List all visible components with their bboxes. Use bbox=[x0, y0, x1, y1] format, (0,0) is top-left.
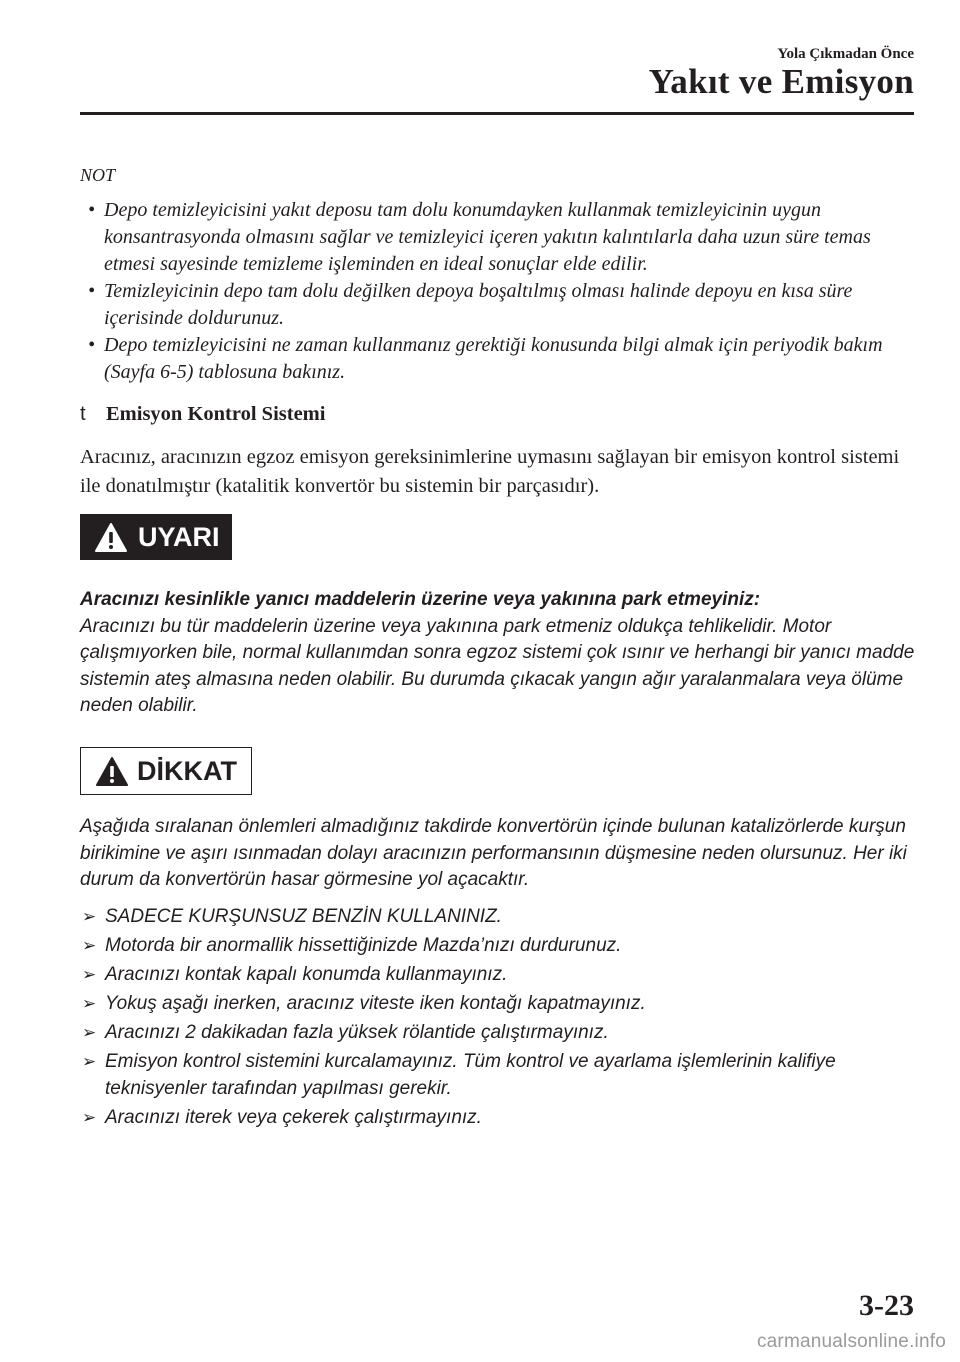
caution-item bbox=[80, 962, 920, 989]
caution-item bbox=[80, 1105, 920, 1132]
caution-body: Aşağıda sıralanan önlemleri almadığınız takdirde konvertörün içinde bulunan katalizörlerde kurşun birikimine ve aşırı ısınmadan dolayı aracınızın performansının düşmesine neden olursunuz. Her iki durum da konvertörün hasar görmesine yol açacaktır. bbox=[80, 816, 907, 891]
warning-triangle-icon bbox=[94, 522, 128, 553]
arrow-bullet-icon: ➢ bbox=[82, 1051, 97, 1071]
note-item-text: Depo temizleyicisini yakıt deposu tam dolu konumdayken kullanmak temizleyicinin uygun konsantrasyonda olmasını sağlar ve temizleyici içeren yakıtın kalıntılarla daha uzun süre temas etmesi sayesinde temizleme işleminden en ideal sonuçlar elde edilir. bbox=[104, 199, 871, 275]
caution-item bbox=[80, 1020, 920, 1047]
warning-text-block bbox=[80, 587, 920, 720]
section-heading bbox=[80, 402, 325, 426]
note-list bbox=[84, 197, 914, 386]
warning-headline: Aracınızı kesinlikle yanıcı maddelerin üzerine veya yakınına park etmeyiniz: bbox=[80, 589, 761, 610]
caution-item bbox=[80, 1049, 920, 1102]
arrow-bullet-icon: ➢ bbox=[82, 1022, 97, 1042]
arrow-bullet-icon: ➢ bbox=[82, 1107, 97, 1127]
bullet-icon: • bbox=[88, 280, 96, 302]
caution-badge bbox=[80, 747, 252, 795]
note-item bbox=[84, 332, 914, 386]
arrow-bullet-icon: ➢ bbox=[82, 964, 97, 984]
caution-item-text: Aracınızı iterek veya çekerek çalıştırmayınız. bbox=[105, 1106, 482, 1128]
caution-item-text: Emisyon kontrol sistemini kurcalamayınız. Tüm kontrol ve ayarlama işlemlerinin kalifiye teknisyenler tarafından yapılması gerekir. bbox=[105, 1050, 836, 1099]
note-item-text: Depo temizleyicisini ne zaman kullanmanız gerektiği konusunda bilgi almak için periyodik bakım (Sayfa 6-5) tablosuna bakınız. bbox=[104, 334, 883, 383]
note-item bbox=[84, 197, 914, 278]
note-label: NOT bbox=[80, 165, 116, 185]
caution-item-text: Motorda bir anormallik hissettiğinizde Mazda’nızı durdurunuz. bbox=[105, 934, 622, 956]
caution-triangle-icon bbox=[95, 756, 129, 787]
watermark[interactable]: carmanualsonline.info bbox=[756, 1331, 946, 1352]
note-item-text: Temizleyicinin depo tam dolu değilken depoya boşaltılmış olması halinde depoyu en kısa süre içerisinde doldurunuz. bbox=[104, 280, 853, 329]
warning-badge bbox=[80, 514, 232, 560]
caution-item bbox=[80, 933, 920, 960]
warning-body: Aracınızı bu tür maddelerin üzerine veya yakınına park etmeniz oldukça tehlikelidir. Motor çalışmıyorken bile, normal kullanımdan sonra egzoz sistemi çok ısınır ve herhangi bir yanıcı madde sistemin ateş almasına neden olabilir. Bu durumda çıkacak yangın ağır yaralanmalara veya ölüme neden olabilir. bbox=[80, 615, 915, 717]
caution-item bbox=[80, 904, 920, 931]
caution-list bbox=[80, 904, 920, 1133]
header-divider bbox=[80, 112, 914, 115]
section-heading-text: Emisyon Kontrol Sistemi bbox=[106, 403, 326, 425]
arrow-bullet-icon: ➢ bbox=[82, 993, 97, 1013]
bullet-icon: • bbox=[88, 199, 96, 221]
caution-badge-label: DİKKAT bbox=[137, 755, 237, 786]
warning-badge-label: UYARI bbox=[138, 521, 220, 552]
caution-item-text: Aracınızı kontak kapalı konumda kullanmayınız. bbox=[105, 963, 508, 985]
page-number: 3-23 bbox=[859, 1289, 914, 1322]
section-marker-icon: t bbox=[80, 402, 86, 425]
caution-item bbox=[80, 991, 920, 1018]
section-body: Aracınız, aracınızın egzoz emisyon gereksinimlerine uymasını sağlayan bir emisyon kontrol sistemi ile donatılmıştır (katalitik konvertör bu sistemin bir parçasıdır). bbox=[80, 446, 900, 497]
caution-item-text: Aracınızı 2 dakikadan fazla yüksek rölantide çalıştırmayınız. bbox=[105, 1021, 609, 1043]
caution-item-text: SADECE KURŞUNSUZ BENZİN KULLANINIZ. bbox=[105, 906, 502, 927]
arrow-bullet-icon: ➢ bbox=[82, 935, 97, 955]
header-section-label: Yola Çıkmadan Önce bbox=[777, 46, 914, 62]
caution-item-text: Yokuş aşağı inerken, aracınız viteste iken kontağı kapatmayınız. bbox=[105, 992, 646, 1014]
arrow-bullet-icon: ➢ bbox=[82, 907, 97, 926]
page-title: Yakıt ve Emisyon bbox=[648, 62, 914, 101]
bullet-icon: • bbox=[88, 334, 96, 356]
note-item bbox=[84, 278, 914, 332]
